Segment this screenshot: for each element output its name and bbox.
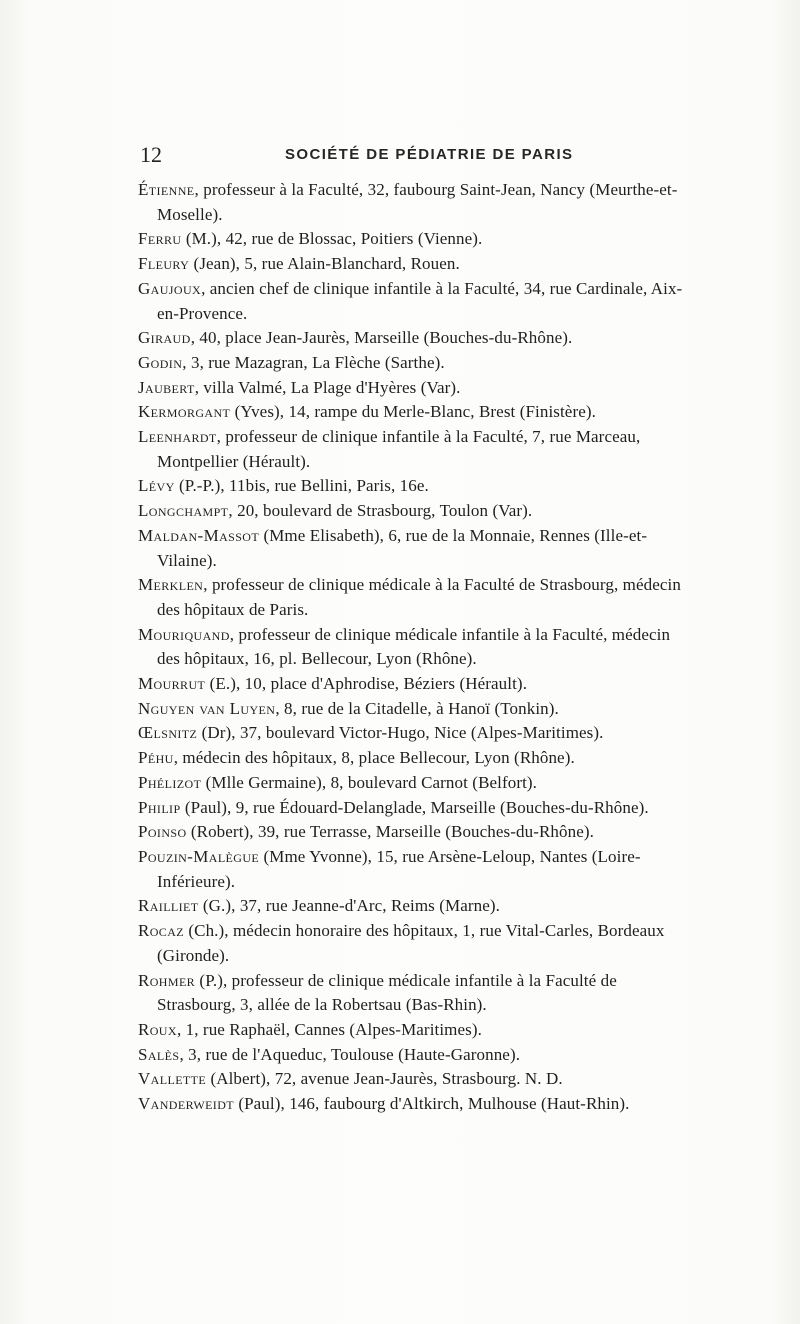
member-entry <box>138 1043 683 1068</box>
running-title: SOCIÉTÉ DE PÉDIATRIE DE PARIS <box>285 146 574 163</box>
member-name: Étienne <box>138 180 195 199</box>
member-name: Jaubert <box>138 377 195 397</box>
member-entry <box>138 351 683 376</box>
member-entry <box>138 252 683 277</box>
member-details: , professeur à la Faculté, 32, faubourg Saint-Jean, Nancy (Meurthe-et-Moselle). <box>157 180 678 224</box>
member-entry <box>138 623 683 672</box>
member-entry <box>138 178 683 227</box>
page-number: 12 <box>140 142 162 167</box>
member-entry <box>138 524 683 573</box>
member-entry <box>138 845 683 894</box>
member-details: (E.), 10, place d'Aphrodise, Béziers (Hérault). <box>205 674 528 694</box>
member-details: (Mlle Germaine), 8, boulevard Carnot (Belfort). <box>201 772 538 792</box>
member-details: , 40, place Jean-Jaurès, Marseille (Bouches-du-Rhône). <box>190 328 573 348</box>
member-details: (Mme Elisabeth), 6, rue de la Monnaie, Rennes (Ille-et-Vilaine). <box>157 525 648 570</box>
member-name: Pouzin-Malègue <box>138 846 260 866</box>
member-name: Merklen <box>138 575 204 595</box>
member-entry <box>138 474 683 499</box>
member-entry <box>138 1018 683 1043</box>
member-details: , 3, rue de l'Aqueduc, Toulouse (Haute-Garonne). <box>179 1044 521 1064</box>
member-name: Vallette <box>138 1069 207 1089</box>
member-entry <box>138 499 683 524</box>
member-name: Kermorgant <box>138 402 231 422</box>
member-name: Ferru <box>138 229 182 249</box>
member-name: Railliet <box>138 896 199 916</box>
member-entry <box>138 969 683 1018</box>
page-header <box>140 140 680 170</box>
member-details: , 1, rue Raphaël, Cannes (Alpes-Maritimes). <box>176 1019 482 1039</box>
member-name: Rocaz <box>138 921 185 941</box>
member-details: (Jean), 5, rue Alain-Blanchard, Rouen. <box>189 254 460 274</box>
member-entry <box>138 277 683 326</box>
member-entry <box>138 376 683 401</box>
member-details: (Paul), 9, rue Édouard-Delanglade, Marseille (Bouches-du-Rhône). <box>180 797 649 817</box>
member-name: Roux <box>138 1019 177 1039</box>
member-name: Péhu <box>138 748 174 768</box>
member-details: (Mme Yvonne), 15, rue Arsène-Leloup, Nantes (Loire-Inférieure). <box>157 846 641 891</box>
member-entry <box>138 894 683 919</box>
member-entry <box>138 771 683 796</box>
member-details: (Robert), 39, rue Terrasse, Marseille (Bouches-du-Rhône). <box>186 822 594 842</box>
member-details: (G.), 37, rue Jeanne-d'Arc, Reims (Marne). <box>198 896 500 916</box>
member-name: Godin <box>138 352 183 372</box>
member-name: Lévy <box>138 476 175 496</box>
member-details: , 3, rue Mazagran, La Flèche (Sarthe). <box>182 352 445 372</box>
member-details: (Albert), 72, avenue Jean-Jaurès, Strasbourg. N. D. <box>206 1069 563 1089</box>
member-name: Longchampt <box>138 501 229 521</box>
member-name: Maldan-Massot <box>138 525 260 545</box>
member-details: (Dr), 37, boulevard Victor-Hugo, Nice (Alpes-Maritimes). <box>197 723 604 743</box>
member-details: (Yves), 14, rampe du Merle-Blanc, Brest (Finistère). <box>230 402 596 422</box>
member-details: (Paul), 146, faubourg d'Altkirch, Mulhouse (Haut-Rhin). <box>234 1094 630 1114</box>
member-entry <box>138 227 683 252</box>
member-details: , médecin des hôpitaux, 8, place Bellecour, Lyon (Rhône). <box>173 748 575 768</box>
member-details: (M.), 42, rue de Blossac, Poitiers (Vienne). <box>181 229 483 249</box>
member-details: (P.-P.), 11bis, rue Bellini, Paris, 16e. <box>174 476 429 496</box>
member-name: Fleury <box>138 254 190 274</box>
member-name: Vanderweidt <box>138 1094 234 1114</box>
member-name: Philip <box>138 797 181 817</box>
member-name: Mourrut <box>138 674 206 694</box>
member-entry <box>138 746 683 771</box>
member-entry <box>138 721 683 746</box>
member-entry <box>138 672 683 697</box>
member-details: , professeur de clinique infantile à la Faculté, 7, rue Marceau, Montpellier (Hérault). <box>157 427 641 471</box>
member-entry <box>138 425 683 474</box>
member-entry <box>138 919 683 968</box>
member-name: Giraud <box>138 328 191 348</box>
member-details: , 8, rue de la Citadelle, à Hanoï (Tonkin). <box>275 698 559 718</box>
member-name: Rohmer <box>138 970 196 990</box>
member-name: Œlsnitz <box>138 723 198 743</box>
member-details: , professeur de clinique médicale infantile à la Faculté, médecin des hôpitaux, 16, pl. Bellecour, Lyon (Rhône). <box>157 624 671 669</box>
member-entry <box>138 796 683 821</box>
member-list <box>138 178 683 1117</box>
member-entry <box>138 697 683 722</box>
member-entry <box>138 820 683 845</box>
member-details: , professeur de clinique médicale à la Faculté de Strasbourg, médecin des hôpitaux de Paris. <box>157 575 681 619</box>
member-details: , ancien chef de clinique infantile à la Faculté, 34, rue Cardinale, Aix-en-Provence. <box>157 278 683 323</box>
member-details: (Ch.), médecin honoraire des hôpitaux, 1, rue Vital-Carles, Bordeaux (Gironde). <box>157 921 665 965</box>
member-name: Poinso <box>138 822 187 842</box>
member-name: Leenhardt <box>138 427 217 447</box>
member-name: Mouriquand <box>138 624 230 644</box>
member-name: Salès <box>138 1044 180 1064</box>
member-details: , villa Valmé, La Plage d'Hyères (Var). <box>194 377 461 397</box>
member-details: , 20, boulevard de Strasbourg, Toulon (Var). <box>228 501 533 521</box>
member-name: Phélizot <box>138 772 202 792</box>
member-entry <box>138 573 683 622</box>
member-details: (P.), professeur de clinique médicale infantile à la Faculté de Strasbourg, 3, allée de la Robertsau (Bas-Rhin). <box>157 970 617 1015</box>
member-name: Nguyen van Luyen <box>138 698 276 718</box>
member-entry <box>138 400 683 425</box>
member-name: Gaujoux <box>138 278 202 298</box>
member-entry <box>138 1092 683 1117</box>
member-entry <box>138 326 683 351</box>
member-entry <box>138 1067 683 1092</box>
